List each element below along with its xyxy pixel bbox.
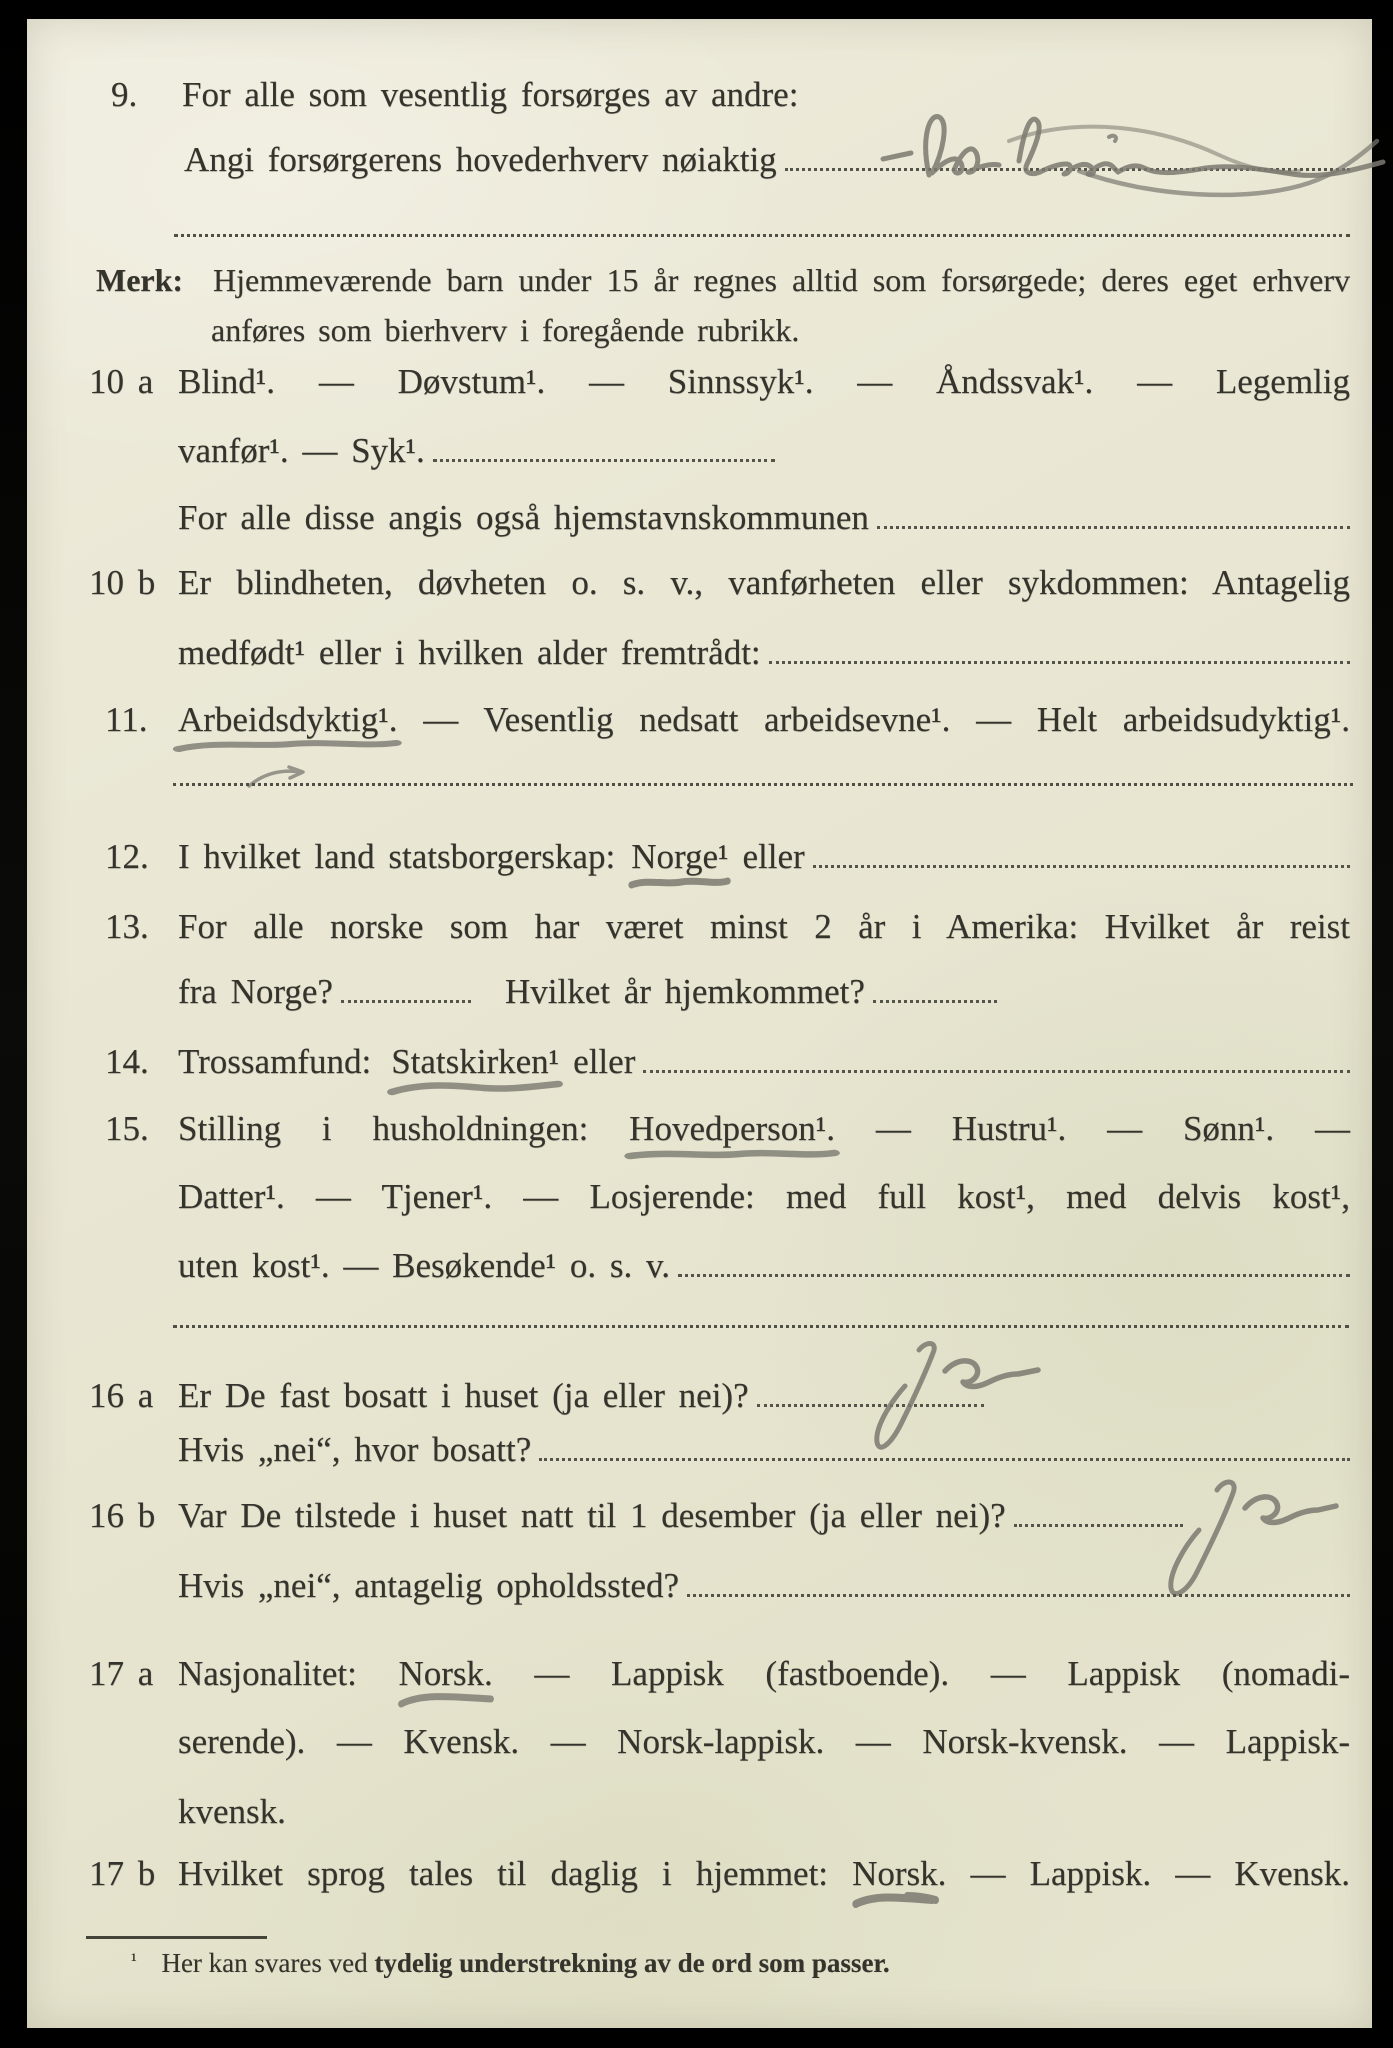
pencil-underline-mark: [849, 1892, 949, 1906]
pencil-underlined-word: [178, 697, 398, 743]
pencil-underline-mark: [628, 875, 731, 889]
question-17a-text-after: — Lappisk (fastboende). — Lappisk (nomadi-: [534, 1654, 1351, 1693]
question-16a-text-2: Hvis „nei“, hvor bosatt?: [178, 1430, 532, 1469]
pencil-underline-mark: [386, 1080, 564, 1094]
question-17a-line-2: [27, 1719, 1372, 1769]
underlined-word-text: Norsk.: [852, 1854, 947, 1893]
question-12-text-after: eller: [742, 837, 805, 876]
dotted-separator: [173, 783, 1353, 786]
merk-note-line-1: [27, 257, 1372, 307]
answer-dotted-line: [433, 455, 775, 462]
question-16b-text-1: Var De tilstede i huset natt til 1 desember (ja eller nei)?: [178, 1496, 1006, 1535]
question-13-number: 13.: [105, 907, 149, 946]
question-9-number: 9.: [111, 75, 138, 114]
handwritten-answer-fiskeri: [827, 79, 1387, 219]
question-17a-number: 17 a: [89, 1654, 154, 1693]
underlined-word-text: Statskirken¹: [391, 1042, 560, 1081]
underlined-word-text: Arbeidsdyktig¹.: [178, 700, 398, 739]
question-10a-text-2: vanfør¹. — Syk¹.: [178, 431, 425, 470]
question-17a-text-2: serende). — Kvensk. — Norsk-lappisk. — Norsk-kvensk. — Lappisk-: [178, 1722, 1350, 1761]
question-14-text-after: eller: [573, 1042, 636, 1081]
pencil-underline-mark: [623, 1147, 841, 1161]
merk-note-line-2: [27, 307, 1372, 357]
pencil-underlined-word: [631, 834, 728, 880]
question-10a-number: 10 a: [89, 362, 154, 401]
question-17b-line: [27, 1851, 1372, 1901]
question-16a-line-1: [27, 1373, 1372, 1423]
pencil-underline-mark: [171, 738, 404, 752]
merk-text-2: anføres som bierhverv i foregående rubrikk.: [211, 312, 800, 348]
paper-sheet: [27, 19, 1372, 2028]
question-12-line: [27, 834, 1372, 884]
footnote-rule: [86, 1936, 267, 1939]
pencil-underlined-word: [398, 1651, 492, 1697]
question-13-text-1: For alle norske som har været minst 2 år i Amerika: Hvilket år reist: [178, 907, 1350, 946]
question-16a-text-1: Er De fast bosatt i huset (ja eller nei)?: [178, 1376, 749, 1415]
question-11-text: — Vesentlig nedsatt arbeidsevne¹. — Helt arbeidsudyktig¹.: [423, 700, 1350, 739]
answer-dotted-line: [539, 1454, 1350, 1461]
pencil-scribble-mark: [243, 764, 313, 790]
pencil-underlined-word: [852, 1851, 946, 1897]
answer-dotted-line: [341, 996, 471, 1003]
question-10b-line-1: [27, 560, 1372, 610]
question-16b-number: 16 b: [89, 1496, 156, 1535]
footnote: [131, 1944, 1332, 1980]
question-12-number: 12.: [105, 837, 149, 876]
question-14-number: 14.: [105, 1042, 149, 1081]
answer-dotted-line: [877, 522, 1350, 529]
question-9-text: For alle som vesentlig forsørges av andre:: [182, 75, 799, 114]
question-17a-text-1: Nasjonalitet:: [178, 1654, 357, 1693]
question-14-line: [27, 1039, 1372, 1089]
pencil-underlined-word: [629, 1106, 835, 1152]
question-15-line-2: [27, 1174, 1372, 1224]
question-10a-line-2: [27, 428, 1372, 478]
question-10b-text-2: medfødt¹ eller i hvilken alder fremtrådt:: [178, 633, 761, 672]
question-15-line-1: [27, 1106, 1372, 1156]
footnote-text-bold: tydelig understrekning av de ord som passer.: [374, 1948, 890, 1978]
question-13-line-1: [27, 904, 1372, 954]
underlined-word-text: Hovedperson¹.: [629, 1109, 836, 1148]
question-15-text-2: Datter¹. — Tjener¹. — Losjerende: med full kost¹, med delvis kost¹,: [178, 1177, 1350, 1216]
question-15-line-3: [27, 1243, 1372, 1293]
question-10a-text-3: For alle disse angis også hjemstavnskommunen: [178, 498, 869, 537]
question-10a-line-3: [27, 495, 1372, 545]
answer-dotted-line: [769, 657, 1350, 664]
question-17b-number: 17 b: [89, 1854, 156, 1893]
question-16b-text-2: Hvis „nei“, antagelig opholdssted?: [178, 1566, 679, 1605]
question-10a-text-1: Blind¹. — Døvstum¹. — Sinnssyk¹. — Åndssvak¹. — Legemlig: [178, 362, 1350, 401]
question-15-number: 15.: [105, 1109, 149, 1148]
answer-dotted-line: [687, 1590, 1350, 1597]
question-15-text-after: — Hustru¹. — Sønn¹. —: [875, 1109, 1350, 1148]
answer-dotted-line: [1014, 1520, 1183, 1527]
question-16b-line-2: [27, 1563, 1372, 1613]
question-9-answer-label: Angi forsørgerens hovederhverv nøiaktig: [184, 140, 777, 179]
pencil-underlined-word: [391, 1039, 559, 1085]
question-11-number: 11.: [105, 700, 148, 739]
answer-dotted-line: [643, 1066, 1350, 1073]
question-13-text-2b: Hvilket år hjemkommet?: [504, 972, 865, 1011]
pencil-underline-mark: [396, 1692, 496, 1706]
answer-dotted-line: [678, 1270, 1350, 1277]
footnote-marker: ¹: [131, 1950, 137, 1971]
question-10a-line-1: [27, 359, 1372, 409]
question-17b-text-after: — Lappisk. — Kvensk.: [970, 1854, 1350, 1893]
underlined-word-text: Norge¹: [631, 837, 729, 876]
question-11-line: [27, 697, 1372, 747]
dotted-separator: [173, 1325, 1349, 1328]
question-12-text: I hvilket land statsborgerskap:: [178, 837, 616, 876]
question-17b-text: Hvilket sprog tales til daglig i hjemmet:: [178, 1854, 829, 1893]
footnote-text: Her kan svares ved: [161, 1948, 368, 1978]
dotted-separator: [174, 234, 1350, 237]
question-10b-number: 10 b: [89, 563, 156, 602]
question-13-text-2a: fra Norge?: [178, 972, 333, 1011]
merk-text-1: Hjemmeværende barn under 15 år regnes alltid som forsørgede; deres eget erhverv: [213, 262, 1350, 298]
question-16a-number: 16 a: [89, 1376, 154, 1415]
question-14-text: Trossamfund:: [178, 1042, 372, 1081]
question-16a-line-2: [27, 1427, 1372, 1477]
answer-dotted-line: [873, 996, 997, 1003]
question-17a-line-3: [27, 1789, 1372, 1839]
question-13-line-2: [27, 969, 1372, 1019]
question-17a-line-1: [27, 1651, 1372, 1701]
question-15-text-3: uten kost¹. — Besøkende¹ o. s. v.: [178, 1246, 671, 1285]
question-17a-text-3: kvensk.: [178, 1792, 286, 1831]
question-10b-text-1: Er blindheten, døvheten o. s. v., vanførheten eller sykdommen: Antagelig: [178, 563, 1350, 602]
question-10b-line-2: [27, 630, 1372, 680]
answer-dotted-line: [813, 861, 1350, 868]
question-15-text-1: Stilling i husholdningen:: [178, 1109, 589, 1148]
underlined-word-text: Norsk.: [398, 1654, 493, 1693]
merk-label: Merk:: [96, 262, 184, 298]
